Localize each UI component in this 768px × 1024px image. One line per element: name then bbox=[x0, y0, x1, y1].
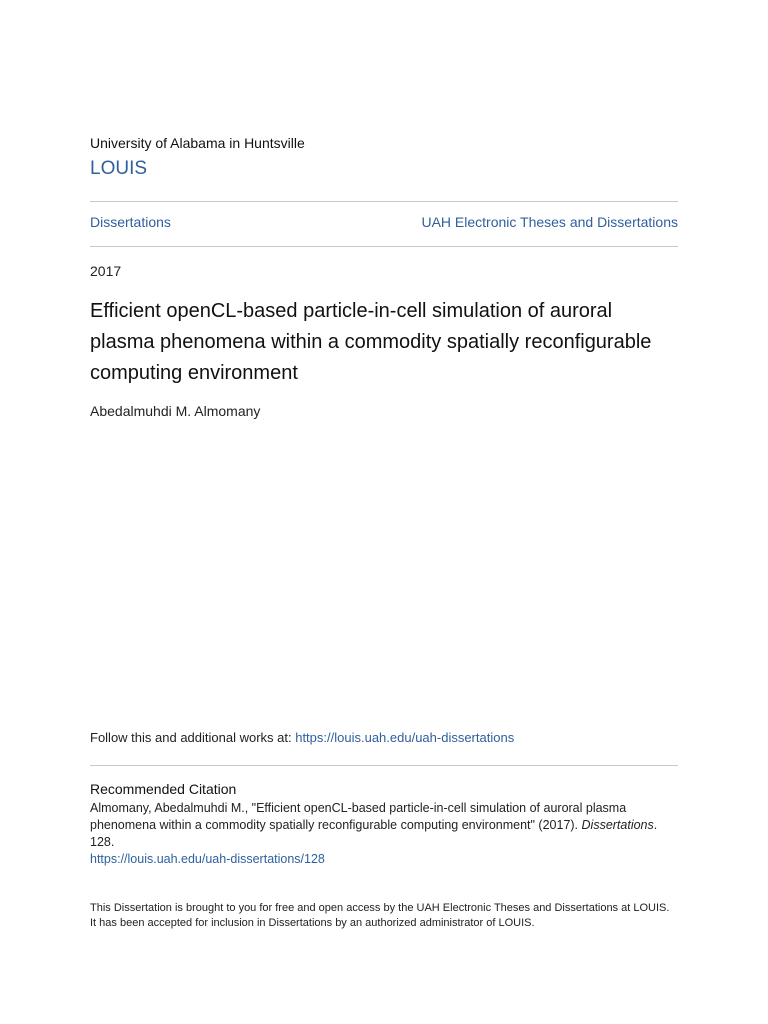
document-title: Efficient openCL-based particle-in-cell simulation of auroral plasma phenomena within a commodity spatially reconfigurable computing environment bbox=[90, 300, 652, 384]
citation-text: Almomany, Abedalmuhdi M., "Efficient openCL-based particle-in-cell simulation of auroral plasma phenomena within a commodity spatially reconfigurable computing environment" (2017). bbox=[90, 801, 627, 832]
divider-top bbox=[90, 201, 678, 202]
citation-series: Dissertations bbox=[581, 818, 654, 832]
citation-url-link[interactable]: https://louis.uah.edu/uah-dissertations/128 bbox=[90, 852, 325, 866]
uah-theses-link[interactable]: UAH Electronic Theses and Dissertations bbox=[421, 214, 678, 230]
dissertations-link[interactable]: Dissertations bbox=[90, 214, 171, 230]
citation-block bbox=[90, 800, 678, 868]
cover-page bbox=[90, 0, 678, 1024]
repository-link[interactable]: LOUIS bbox=[90, 158, 148, 179]
divider-middle bbox=[90, 246, 678, 247]
recommended-citation-heading: Recommended Citation bbox=[90, 781, 237, 797]
follow-label: Follow this and additional works at: bbox=[90, 730, 296, 745]
author-name: Abedalmuhdi M. Almomany bbox=[90, 403, 261, 419]
follow-url-link[interactable]: https://louis.uah.edu/uah-dissertations bbox=[295, 730, 515, 745]
citation-number: . 128. bbox=[90, 818, 658, 849]
follow-line bbox=[90, 730, 514, 745]
publication-year: 2017 bbox=[90, 263, 122, 279]
access-notice: This Dissertation is brought to you for free and open access by the UAH Electronic Theses and Dissertations at LOUIS. It has been accepted for inclusion in Dissertations by an authorized administrator of LOUIS. bbox=[90, 902, 670, 929]
institution-name: University of Alabama in Huntsville bbox=[90, 135, 305, 151]
collection-row bbox=[90, 214, 678, 230]
divider-bottom bbox=[90, 765, 678, 766]
